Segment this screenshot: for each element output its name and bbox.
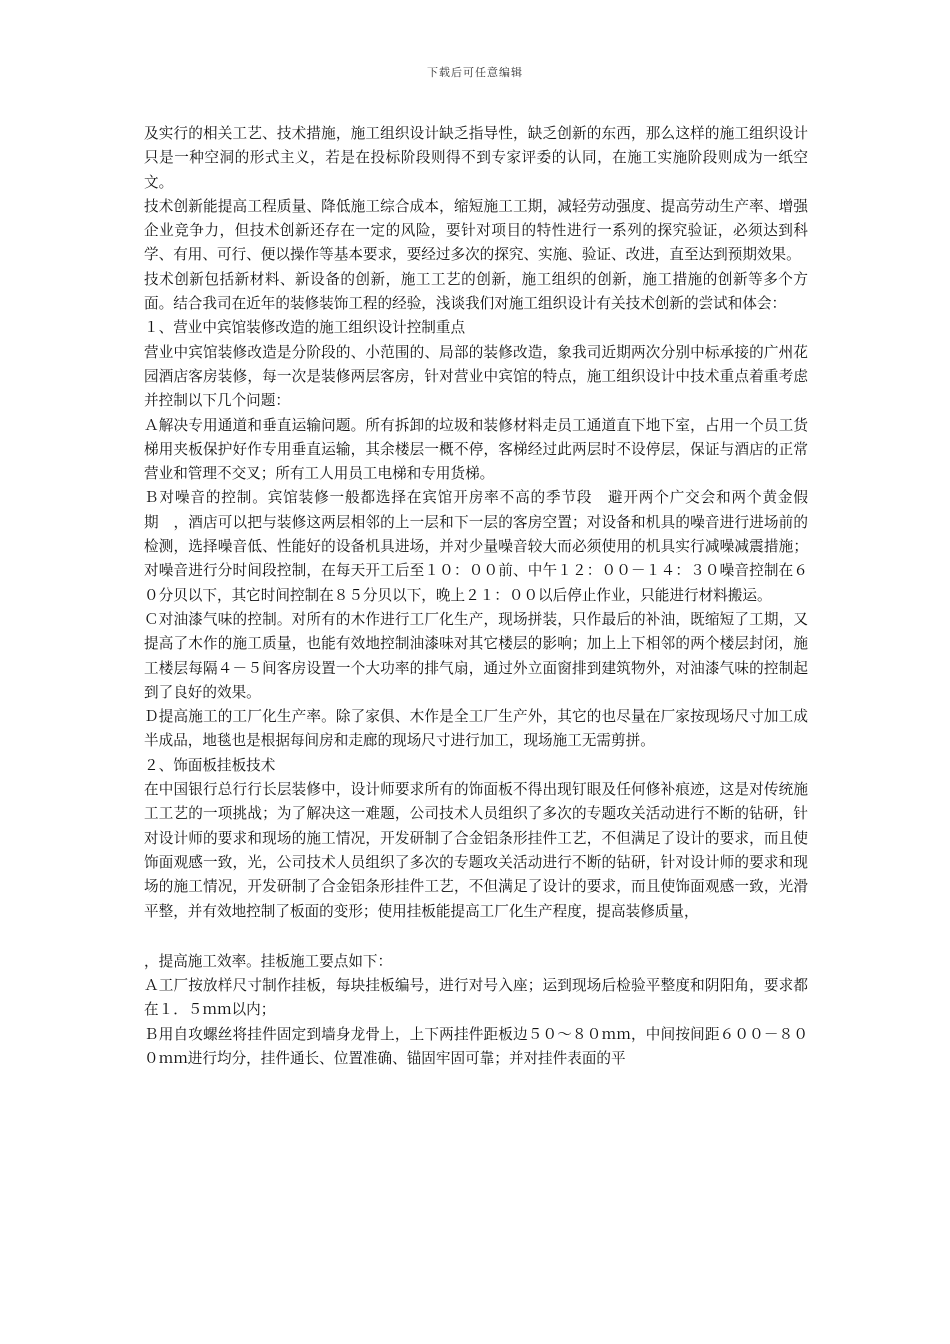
paragraph-tech-innovation-scope: 技术创新包括新材料、新设备的创新，施工工艺的创新，施工组织的创新，施工措施的创新等多个方面。结合我司在近年的装修装饰工程的经验，浅谈我们对施工组织设计有关技术创新的尝试和体会： [144,270,808,313]
paragraph-gap [144,924,808,950]
section-heading-1: １、营业中宾馆装修改造的施工组织设计控制重点 [144,319,466,337]
paragraph-item-a-passage: Ａ解决专用通道和垂直运输问题。所有拆卸的垃圾和装修材料走员工通道直下地下室，占用一个员工货梯用夹板保护好作专用垂直运输，其余楼层一概不停，客梯经过此两层时不设停层，保证与酒店的正常营业和管理不交叉；所有工人用员工电梯和专用货梯。 [144,416,808,483]
document-body [144,122,808,1071]
paragraph-hotel-renovation: 营业中宾馆装修改造是分阶段的、小范围的、局部的装修改造，象我司近期两次分别中标承接的广州花园酒店客房装修，每一次是装修两层客房，针对营业中宾馆的特点，施工组织设计中技术重点着重考虑并控制以下几个问题： [144,343,808,410]
section-heading-2: ２、饰面板挂板技术 [144,756,276,774]
paragraph-step-b: Ｂ用自攻螺丝将挂件固定到墙身龙骨上，上下两挂件距板边５０～８０ｍｍ，中间按间距６００－８００ｍｍ进行均分，挂件通长、位置准确、锚固牢固可靠；并对挂件表面的平 [144,1025,808,1067]
paragraph-item-d-factory: Ｄ提高施工的工厂化生产率。除了家俱、木作是全工厂生产外，其它的也尽量在厂家按现场尺寸加工成半成品，地毯也是根据每间房和走廊的现场尺寸进行加工，现场施工无需剪拼。 [144,708,808,750]
page-header: 下载后可任意编辑 [427,66,523,79]
paragraph-item-c-paint-odor: Ｃ对油漆气味的控制。对所有的木作进行工厂化生产，现场拼装，只作最后的补油，既缩短了工期，又提高了木作的施工质量，也能有效地控制油漆味对其它楼层的影响；加上上下相邻的两个楼层封闭，施工楼层每隔４－５间客房设置一个大功率的排气扇，通过外立面窗排到建筑物外，对油漆气味的控制起到了良好的效果。 [144,610,808,701]
paragraph-item-b-noise: Ｂ对噪音的控制。宾馆装修一般都选择在宾馆开房率不高的季节段 避开两个广交会和两个黄金假期 ，酒店可以把与装修这两层相邻的上一层和下一层的客房空置；对设备和机具的噪音进行进场前的检测，选择噪音低、性能好的设备机具进场，并对少量噪音较大而必须使用的机具实行减噪减震措施；对噪音进行分时间段控制，在每天开工后至１０：００前、中午１２：００－１４：３０噪音控制在６０分贝以下，其它时间控制在８５分贝以下，晚上２１：００以后停止作业，只能进行材料搬运。 [144,489,808,604]
paragraph-intro-continuation: 及实行的相关工艺、技术措施，施工组织设计缺乏指导性，缺乏创新的东西，那么这样的施工组织设计只是一种空洞的形式主义，若是在投标阶段则得不到专家评委的认同，在施工实施阶段则成为一纸空文。 [144,125,808,191]
paragraph-tech-innovation-benefits: 技术创新能提高工程质量、降低施工综合成本，缩短施工工期，减轻劳动强度、提高劳动生产率、增强企业竞争力，但技术创新还存在一定的风险，要针对项目的特性进行一系列的探究验证，必须达到科学、有用、可行、便以操作等基本要求，要经过多次的探究、实施、验证、改进，直至达到预期效果。 [144,197,808,264]
paragraph-panel-hanging: 在中国银行总行行长层装修中，设计师要求所有的饰面板不得出现钉眼及任何修补痕迹，这是对传统施工工艺的一项挑战；为了解决这一难题，公司技术人员组织了多次的专题攻关活动进行不断的钻研，针对设计师的要求和现场的施工情况，开发研制了合金铝条形挂件工艺，不但满足了设计的要求，而且使饰面观感一致，光，公司技术人员组织了多次的专题攻关活动进行不断的钻研，针对设计师的要求和现场的施工情况，开发研制了合金铝条形挂件工艺，不但满足了设计的要求，而且使饰面观感一致，光滑平整，并有效地控制了板面的变形；使用挂板能提高工厂化生产程度，提高装修质量， [144,781,808,920]
paragraph-step-a: Ａ工厂按放样尺寸制作挂板，每块挂板编号，进行对号入座；运到现场后检验平整度和阴阳角，要求都在１．５ｍｍ以内； [144,977,808,1019]
paragraph-efficiency: ，提高施工效率。挂板施工要点如下： [144,952,393,970]
